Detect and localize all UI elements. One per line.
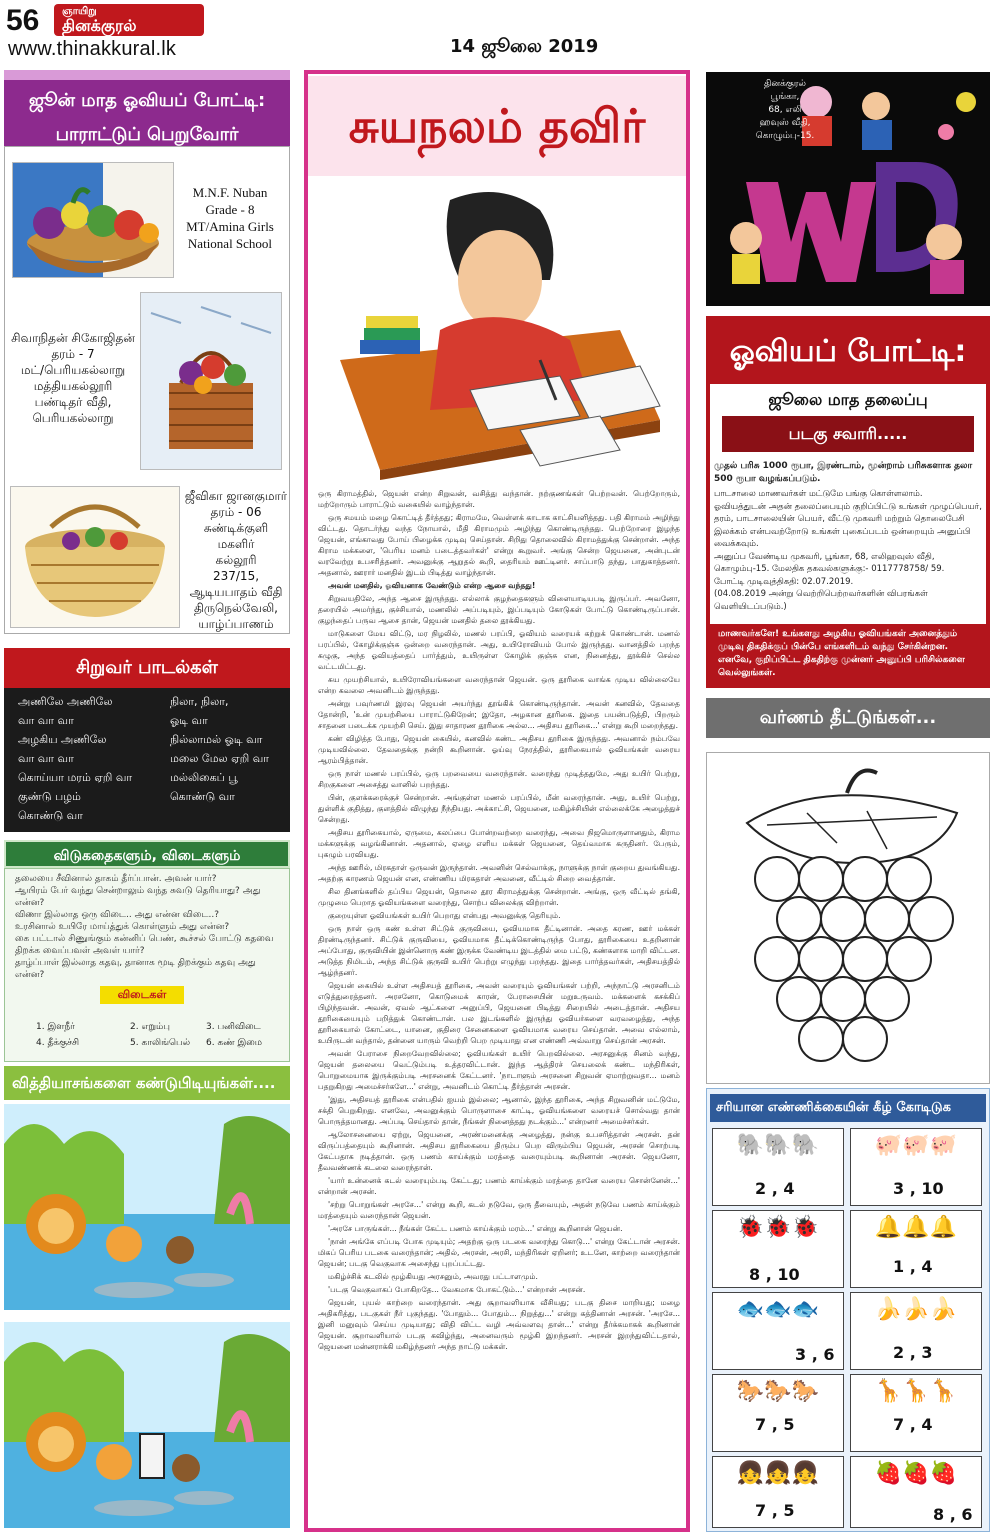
coloring-title: வர்ணம் தீட்டுங்கள்...: [706, 698, 990, 738]
story-paragraph: 'அரசே பாருங்கள்... நீங்கள் கேட்ட பணம் காய்க்கும் மரம்...' என்று கூறினான் ஜெயன்.: [328, 1224, 623, 1233]
grapes-coloring-image: [706, 752, 990, 1084]
rule-line: போட்டி முடிவுத்திகதி: 02.07.2019.: [714, 576, 854, 587]
children-songs-title: சிறுவர் பாடல்கள்: [4, 648, 290, 688]
song-line: நில்லாமல் ஓடி வா: [170, 733, 263, 746]
song-line: அழகிய அணிலே: [18, 733, 107, 746]
poonga-address: [730, 78, 840, 143]
winner3-caption: [184, 488, 288, 632]
song-line: கொண்டு வா: [18, 809, 83, 822]
rule-line: அனுப்ப வேண்டிய முகவரி, பூங்கா, 68, எலிஹவுஸ் வீதி, கொழும்பு-15. மேலதிக தகவல்களுக்கு:- 0117778758/ 59.: [714, 551, 945, 574]
winner3-drawing: [10, 486, 180, 628]
song-line: குண்டு பழம்: [18, 790, 81, 803]
issue-date: 14 ஜூலை 2019: [450, 36, 599, 57]
song-line: அணிலே அணிலே: [18, 695, 113, 708]
riddle-line: விணா இல்லாத ஒரு விடை.. அது என்ன விடை..?: [15, 910, 220, 920]
riddle-line: கை பட்டால் சிணுங்கும் கன்னிப் பெண், கூச்சல் போட்டு கதவை திறக்க வைப்பவள் அவள் யார்?: [15, 934, 274, 956]
address-line: தினக்குரல்: [764, 79, 806, 89]
song-line: வா வா வா: [18, 752, 74, 765]
riddles-title: விடுகதைகளும், விடைகளும்: [4, 840, 290, 868]
story-paragraph: சிறுவயதிலே, அந்த ஆசை இருந்தது. எல்லாக் குழந்தைகளும் விளையாடியபடி இருப்பர். அவனோ, தரையில் அமர்ந்து, குச்சியால், மணலில் அப்படியும், இப்படியும் கோடுகள் போட்டு கொண்டிருப்பான். குழந்தைப் பருவ ஆசை தான், ஜெயன் மனதில் தலை தூக்கியது.: [318, 594, 680, 625]
address-line: கொழும்பு-15.: [755, 131, 815, 141]
winner1-name: M.N.F. Nuban: [192, 185, 268, 200]
counting-cell: 🦒🦒🦒 7 , 4: [850, 1374, 982, 1452]
competition-subtitle: ஜூலை மாத தலைப்பு: [768, 390, 928, 409]
story-paragraph: அன்று பவுர்ணமி இரவு ஜெயன் அயர்ந்து தூங்கிக் கொண்டிருந்தான். அவன் கனவில், தேவதை தோன்றி, 'உன் முயற்சியை பாராட்டுகிறேன்; இதோ, அழகான தூரிகை. இதை பயன்படுத்தி, பிறரும் சாதனை படைக்க முயற்சி செய். இது சாதாரண தூரிகை அல்ல... அதிசய தூரிகை...' என்று கூறி மறைந்தது.: [318, 699, 680, 730]
song-line: கொய்யா மரம் ஏறி வா: [18, 771, 133, 784]
answer-item: 1. இளநீர்: [36, 1022, 75, 1032]
count-options[interactable]: 3 , 6: [795, 1345, 835, 1364]
counting-cell: 🐘🐘🐘 2 , 4: [712, 1128, 844, 1206]
riddle-line: தாழ்ப்பாள் இல்லாத கதவு, தானாக மூடி திறக்கும் கதவு அது என்ன?: [15, 958, 256, 980]
logo-main: தினக்குரல்: [62, 16, 137, 35]
answer-item: 3. பனிவிடை: [206, 1022, 261, 1032]
count-options[interactable]: 2 , 3: [893, 1343, 933, 1362]
winner3-name: ஜீவிகா ஜானகுமார்: [184, 489, 288, 503]
winner2-town: பெரியகல்லாறு: [32, 411, 114, 425]
winner2-drawing: [140, 292, 282, 470]
winner1-drawing: [12, 162, 174, 278]
difference-image-1: [4, 1104, 290, 1310]
winner2-school: மட்/பெரியகல்லாறு: [20, 363, 126, 377]
story-paragraph: அவன் மனதில், ஓவியனாக வேண்டும் என்ற ஆசை வந்தது!: [328, 581, 536, 590]
rule-line: பாடசாலை மாணவர்கள் மட்டுமே பங்கு கொள்ளலாம்.: [714, 489, 923, 499]
story-paragraph: 'படகு வெகுவாகப் போகிறதே... வேகமாக போகட்டும்...' என்றான் அரசன்.: [328, 1285, 586, 1294]
june-competition-title: [4, 70, 290, 146]
page-number: 56: [6, 4, 40, 37]
count-options[interactable]: 3 , 10: [893, 1179, 944, 1198]
count-options[interactable]: 7 , 4: [893, 1415, 933, 1434]
story-paragraph: சில தினங்களில் தப்பிய ஜெயன், தொலை தூர கிராமத்துக்கு சென்றான். அங்கு, ஒரு வீட்டில் தங்கி, முழுமை பெறாத ஓவியங்களை வரைந்து, சொற்ப விலைக்கு விற்றான்.: [318, 887, 680, 907]
count-options[interactable]: 8 , 10: [749, 1265, 800, 1284]
story-paragraph: 'சற்று பொறுங்கள் அரசே...' என்று கூறி, கடல் நடுவே, ஒரு தீவையும், அதன் நடுவே பணம் காய்க்கும் மரத்தையும் வரைந்தான் ஜெயன்.: [318, 1200, 680, 1220]
winner3-city: யாழ்ப்பாணம்: [198, 617, 274, 631]
winner3-school: சுண்டிக்குளி மகளிர்: [203, 521, 269, 551]
song-line: கொண்டு வா: [170, 790, 235, 803]
june-title-line2: பாராட்டுப் பெறுவோர்: [55, 124, 239, 145]
counting-cell: 🍌🍌🍌 2 , 3: [850, 1292, 982, 1370]
winner2-caption: [10, 330, 136, 426]
answer-item: 2. எறும்பு: [130, 1022, 170, 1032]
story-paragraph: ஜெயன் கையில் உள்ள அதிசயத் தூரிகை, அவன் வரையும் ஓவியங்கள் பற்றி, அந்நாட்டு அரசனிடம் எடுத்துரைத்தனர். அரசனோ, கொடுமைக் காரன், பேராசையின் மறுஉருவம். மக்களைக் கசக்கிப் பிழிந்தவன். அவன், ஏவல் ஆட்களை அனுப்பி, ஜெயனை பிடித்து சிறையில் அடைத்தான். அதிசய தூரிகையையும் பறித்துக் கொண்டான். பல இடங்களில் இருந்து ஓவியர்களை வரவழைத்து, அந்த தூரிகையால் கோட்டை, யானை, குதிரை சேனைகளை ஓவியமாக வரைய செய்தான். அவை எல்லாம், உயிருடன் வந்தால், தன்னை யாரும் வெற்றி பெற முடியாது என எண்ணி அவ்வாறு செய்தான் அரசன்.: [318, 981, 680, 1045]
winner1-caption: [178, 184, 282, 252]
answers-label: விடைகள்: [100, 986, 184, 1004]
rule-line: ஓவியத்துடன் அதன் தலைப்பையும் குறிப்பிட்டு உங்கள் முழுப்பெயர், தரம், பாடசாலையின் பெயர், வீட்டு முகவரி மற்றும் தொலைபேசி இலக்கம் என்பவற்றோடு உங்கள் புகைப்படம் ஒன்றையும் அனுப்பி வைக்கவும்.: [714, 501, 982, 549]
winner1-grade: Grade - 8: [205, 202, 255, 217]
rule-line: (04.08.2019 அன்று வெற்றிபெற்றவர்களின் விபரங்கள் வெளியிடப்படும்.): [714, 589, 928, 612]
answer-item: 4. தீக்குச்சி: [36, 1038, 80, 1048]
counting-cell: 👧👧👧 7 , 5: [712, 1456, 844, 1528]
riddle-line: தலையை சீவினால் தாகம் தீர்ப்பான். அவன் யார்?: [15, 874, 217, 884]
story-paragraph: பின், குளக்கரைக்குச் சென்றான். அங்குள்ள மணல் பரப்பில், மீன் வரைந்தான். அது, உயிர் பெற்று, துள்ளிக் குதித்து, குளத்தில் விழுந்து நீந்தியது. அக்காட்சி, ஜெயனை, மகிழ்ச்சியின் எல்லைக்கே அழைத்துச் சென்றது.: [318, 793, 680, 824]
competition-footer: மாணவர்களே! உங்களது அழகிய ஓவியங்கள் அனைத்தும் முடிவு திகதிக்குப் பின்பே எங்களிடம் வந்து சேர்கின்றன. எனவே, குறிப்பிட்ட திகதிற்கு முன்னர் அனுப்பி பரிசில்களை வெல்லுங்கள்.: [710, 624, 986, 684]
answer-item: 5. காலிங்பெல்: [130, 1038, 191, 1048]
newspaper-logo: [54, 4, 204, 36]
winner1-school: MT/Amina Girls: [186, 219, 274, 234]
song-line: வா வா வா: [18, 714, 74, 727]
counting-cell: 🔔🔔🔔 1 , 4: [850, 1210, 982, 1288]
story-body: [318, 488, 680, 1528]
counting-cell: 🐖🐖🐖 3 , 10: [850, 1128, 982, 1206]
story-paragraph: ஜெயன், புயல் காற்றை வரைந்தான். அது சூறாவளியாக வீசியது; படகு திசை மாறியது; மழை அதிகரித்து, படகுகள் நீர் புகுந்தது. 'போதும்... போதும்... நிறுத்து...' என்று கத்தினான் அரசன். 'அரசே... இனி மனுவும் செய்ய முடியாது; விதி விட்ட வழி அவ்வளவு தான்...' என்று தீர்க்கமாகக் கூறினான் ஜெயன். சூறாவளியால் படகு கவிழ்ந்து, அனைவரும் மூழ்கி இறந்தனர். அரசன் இறந்துவிட்டதால், ஜெயனை மன்னராக்கி மகிழ்ந்தனர் அந்த நாட்டு மக்கள்.: [318, 1298, 680, 1351]
difference-image-2: [4, 1322, 290, 1528]
story-paragraph: ஒரு சமயம் மழை கொட்டித் தீர்த்தது; கிராமமே, வெள்ளக் காடாக காட்சியளித்தது. பதி கிராமம் அழிந்து விட்டது. தொடர்ந்து வந்த நோயால், மீதி கிராமமும் அழிந்து கொண்டிருந்தது. பெற்றோரை இழந்த ஜெயன், எங்காவது போய் பிழைக்க முடிவு செய்தான். சிறிது தொலைவில் கிராமத்துக்கு சென்றான். அந்த கிராம மக்களை, 'பெரிய மனம் படைத்தவர்கள்' என்று கூறுவர். அங்கு சென்ற ஜெயனை, அன்புடன் வரவேற்று உபசரித்தனர். அவனுக்கு ஆறுதல் கூறி, தைரியம் ஊட்டினர். சாப்பாடு தந்து, பாதுகாத்தனர். அதனால், ஊரார் மனதில் இடம் பிடித்து வாழ்ந்தான்.: [318, 513, 680, 577]
winner3-town: திருநெல்வேலி,: [194, 601, 278, 615]
spot-difference-title: வித்தியாசங்களை கண்டுபிடியுங்கள்....: [4, 1066, 290, 1100]
song-line: ஓடி வா: [170, 714, 208, 727]
story-paragraph: 'இது, அதிசயத் தூரிகை என்பதில் ஐயம் இல்லை; ஆனால், இந்த தூரிகை, அந்த சிறுவனின் மட்டுமே, சக்தி பெறுகிறது. எனவே, அவனுக்கும் பொருளாசை காட்டி, ஓவியங்களை வரையச் சொல்வது தான் பொருத்தமானது. அப்படி செய்தால் தான், நீங்கள் நினைத்தது நடக்கும்...' என்றனர் அமைச்சர்கள்.: [318, 1095, 680, 1126]
counting-cell: 🐞🐞🐞 8 , 10: [712, 1210, 844, 1288]
song-line: நிலா, நிலா,: [170, 695, 229, 708]
song-line: மலை மேல ஏறி வா: [170, 752, 269, 765]
story-paragraph: அதிசய தூரிகையால், ஏருமை, கலப்பை போன்றவற்றை வரைந்து, அவை நிஜமொருளானதும், கிராம மக்களுக்கு வழங்கினான். அதனால், ஏழை எளிய மக்கள் ஜெயனை, தெய்வமாக கருதினர். பேரும், புகழும் பரவியது.: [318, 828, 680, 859]
site-url[interactable]: www.thinakkural.lk: [8, 38, 177, 60]
counting-cell: 🍓🍓🍓 8 , 6: [850, 1456, 982, 1528]
count-options[interactable]: 1 , 4: [893, 1257, 933, 1276]
competition-prize: முதல் பரிசு 1000 ரூபா, இரண்டாம், மூன்றாம் பரிசுகளாக தலா 500 ரூபா வழங்கப்படும்.: [714, 461, 973, 484]
winner1-school2: National School: [187, 236, 273, 251]
story-paragraph: ஒரு கிராமத்தில், ஜெயன் என்ற சிறுவன், வசித்து வந்தான். நற்குணங்கள் பெற்றவன். பெற்றோரும், மற்றோரும் பாராட்டும் வகையில் வாழ்ந்தான்.: [318, 489, 680, 509]
june-title-line1: ஜூன் மாத ஓவியப் போட்டி:: [28, 90, 266, 111]
story-paragraph: அந்த ஊரில், மிரகதாள் ஒருவன் இருந்தான். அவனின் செல்வாக்கு, நாளுக்கு நாள் குறைய துவங்கியது. அதற்கு காரணம் ஜெயன் என, எண்ணிய மிரகதாள் அவனை, வீட்டில் சிறை வைத்தான்.: [318, 863, 680, 883]
story-paragraph: 'யார் உன்னைக் கடல் வரையும்படி கேட்டது; பணம் காய்க்கும் மரத்தை தானே வரைய சொன்னேன்...' என்றான் அரசன்.: [318, 1176, 680, 1196]
story-paragraph: கண் விழித்த போது, ஜெயன் கையில், கனவில் கண்ட அதிசய தூரிகை இருந்தது. அவனால் நம்பவே முடியவில்லை. தேவதைக்கு நன்றி கூறினான். ஓய்வு நேரத்தில், தூரிகையால் ஓவியங்கள் வரைய ஆரம்பித்தான்.: [318, 734, 680, 765]
riddle-line: உரசினால் உயிரே மாய்த்துக் கொள்ளும் அது என்ன?: [15, 922, 230, 932]
address-line: 68, எலி: [768, 105, 802, 115]
children-songs-panel: [4, 688, 290, 832]
count-options[interactable]: 8 , 6: [933, 1505, 973, 1524]
story-paragraph: ஒரு நாள் மணல் பரப்பில், ஒரு பறவையை வரைந்தான். வரைந்து முடித்ததுமே, அது உயிர் பெற்று, சிறகுகளை அசைத்து வானில் பறந்தது.: [318, 769, 680, 789]
winner3-grade: தரம் - 06: [210, 505, 262, 519]
address-line: ஹவுஸ் வீதி,: [759, 118, 811, 128]
winner3-school2: கல்லூரி: [215, 553, 257, 567]
boy-studying-illustration: [320, 180, 676, 480]
count-options[interactable]: 7 , 5: [755, 1415, 795, 1434]
winner2-street: பண்டிதர் வீதி,: [34, 395, 112, 409]
counting-title: சரியான எண்ணிக்கையின் கீழ் கோடிடுக: [710, 1094, 986, 1122]
counting-cell: 🐎🐎🐎 7 , 5: [712, 1374, 844, 1452]
story-paragraph: சுய முயற்சியால், உயிரோவியங்களை வரைந்தான் ஜெயன். ஒரு தூரிகை வாங்க முடிய வில்லையே என்ற கவலை அவனிடம் இருந்தது.: [318, 675, 680, 695]
winner2-school2: மத்தியகல்லூரி: [33, 379, 113, 393]
story-paragraph: 'நான் அங்கே எப்படி போக முடியும்; அதற்கு ஒரு படகை வரைந்து கொடு...' என்று கேட்டான் அரசன். மிகப் பெரிய படகை வரைந்தான்; அதில், அரசன், அரசி, மந்திரிகள் ஏறினர்; உடனே, காற்றை வரைந்தான் ஜெயன்; படகு வெகுவாக அசைந்து புறப்பட்டது.: [318, 1237, 680, 1268]
story-paragraph: மகிழ்ச்சிக் கடலில் மூழ்கியது அரசனும், அவரது பட்டாளமும்.: [328, 1272, 538, 1281]
count-options[interactable]: 2 , 4: [755, 1179, 795, 1198]
winner2-grade: தரம் - 7: [51, 347, 95, 361]
competition-title: ஓவியப் போட்டி:: [710, 320, 986, 384]
story-paragraph: மாடுகளை மேய விட்டு, மர நிழலில், மணல் பரப்பி, ஓவியம் வரையக் கற்றுக் கொண்டான். மணல் பரப்பில், கோழிக்குஞ்சு ஒன்றை வரைந்தான். அது, உயிரோவியம் போல் இருந்தது. வானத்தில் பறந்த கழுகு, அந்த ஓவியத்தைப் பார்த்தும், உயிருள்ள கோழிக் குஞ்சு என, நினைத்து, தூக்கிச் செல்ல வட்டமிட்டது.: [318, 629, 680, 671]
song-line: மல்லிகைப் பூ: [170, 771, 238, 784]
counting-cell: 🐟🐟🐟 3 , 6: [712, 1292, 844, 1370]
answer-item: 6. கண் இமை: [206, 1038, 263, 1048]
count-options[interactable]: 7 , 5: [755, 1501, 795, 1520]
story-title: சுயநலம் தவிர்: [308, 76, 686, 176]
story-paragraph: ஆலோசனையை ஏற்று, ஜெயனை, அரண்மனைக்கு அழைத்து, நன்கு உபசரித்தான் அரசன். தன் விருப்பத்தையும் கூறினான். அதிசய தூரிகையை திரும்ப பெற விரும்பிய ஜெயன், அரசன் சொற்படி கேட்பதாக நடித்தான். ஒரு பணம் காய்க்கும் மரத்தை வரையும்படி கூறினான் அரசன். ஜெயனோ, தீவவண்ணக் கடலை வரைந்தான்.: [318, 1130, 680, 1172]
competition-theme: படகு சவாரி.....: [722, 416, 974, 452]
address-line: பூங்கா,: [770, 92, 800, 102]
story-paragraph: அவன் பேராசை நிறைவேறவில்லை; ஓவியங்கள் உயிர் பெறவில்லை. அரசனுக்கு சினம் வந்து, ஜெயன் தலையை வெட்டும்படி உத்தரவிட்டான். இந்த ஆத்திரச் செயலைக் கண்ட மந்திரிகள், பொறுமையாக இருக்கும்படி அரசனைக் கேட்டனர். 'நாடாளும் அரசனை சிறுவன் ஏமாற்றுவதா... மனம் பதறுகிறது அமைச்சர்களே...' என்று, அவனிடம் கொட்டி தீர்த்தான் அரசன்.: [318, 1049, 680, 1091]
story-paragraph: ஒரு நாள் ஒரு கண் உள்ள சிட்டுக் குருவியை, ஓவியமாக தீட்டினான். அதை கரண, ஊர் மக்கள் திரண்டிருந்தனர். சிட்டுக் குருவியை, ஓவியமாக தீட்டிக்கொண்டிருந்த போது, தூரிகையை உதறினான் அப்போது, குருவியின் இன்னொரு கண் இருக்க வேண்டிய இடத்தில் மை பட்டு, கண்களாக மாறி விட்டன. அடுத்த நிமிடம், அந்த சிட்டுக் குருவி உயிர் பெற்று எழுந்து பறந்தது. இதை பார்த்தவர்கள், அதிசயத்தில் ஆழ்ந்தனர்.: [318, 924, 680, 977]
competition-rules: [714, 488, 982, 613]
riddle-line: ஆயிரம் பேர் வந்து சென்றாலும் வந்த சுவடு தெரியாது? அது என்ன?: [15, 886, 261, 908]
logo-top: ஞாயிறு: [62, 6, 97, 17]
story-paragraph: குறையுள்ள ஓவியங்கள் உயிர் பெறாது என்பது அவனுக்கு தெரியும்.: [328, 911, 561, 920]
winner3-street: 237/15, ஆடியபாதம் வீதி: [189, 569, 283, 599]
winner2-name: சிவாநிதன் சிகோஜிதன்: [11, 331, 135, 345]
